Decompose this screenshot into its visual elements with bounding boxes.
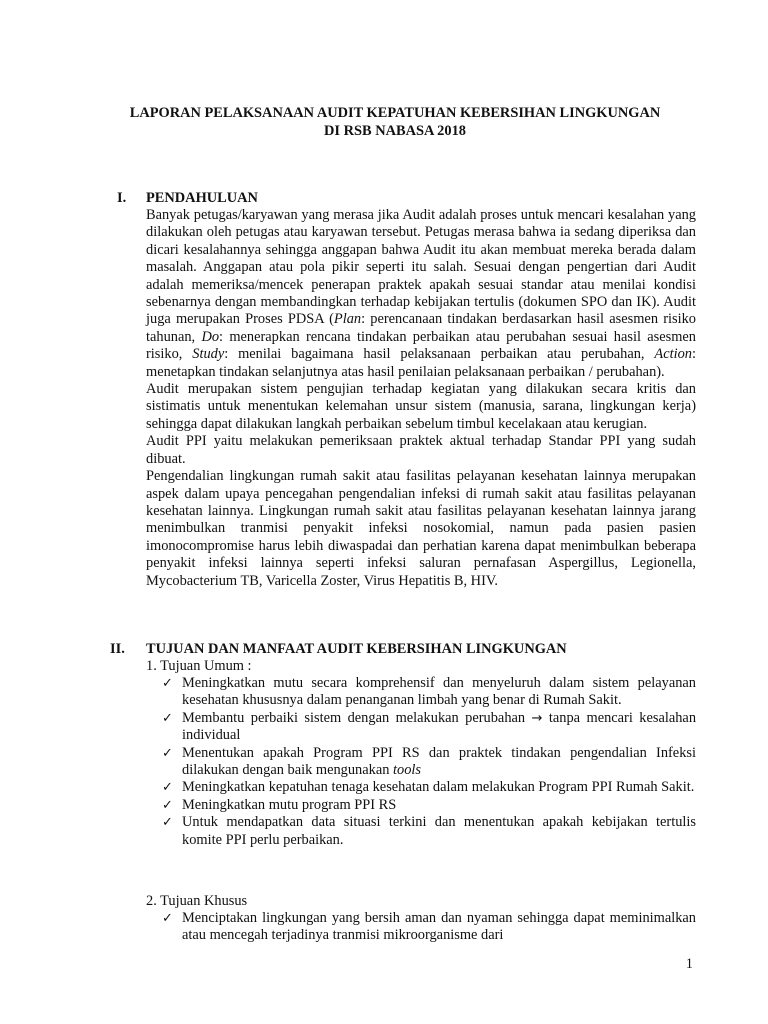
list-item: ✓ Membantu perbaiki sistem dengan melakukan perubahan → tanpa mencari kesalahan individual bbox=[162, 709, 697, 744]
list-item: ✓ Untuk mendapatkan data situasi terkini dan menentukan apakah kebijakan tertulis komite PPI perlu perbaikan. bbox=[162, 814, 696, 848]
checkmark-icon: ✓ bbox=[162, 911, 173, 926]
title-line-1: LAPORAN PELAKSANAAN AUDIT KEPATUHAN KEBERSIHAN LINGKUNGAN bbox=[129, 105, 661, 121]
intro-paragraph-3: Audit PPI yaitu melakukan pemeriksaan praktek aktual terhadap Standar PPI yang sudah dibuat. bbox=[146, 433, 696, 467]
checkmark-icon: ✓ bbox=[162, 710, 173, 726]
intro-paragraph-4: Pengendalian lingkungan rumah sakit atau fasilitas pelayanan kesehatan lainnya merupakan aspek dalam upaya pencegahan pengendalian infeksi di rumah sakit atau fasilitas pelayanan kesehatan lainnya. Lingkungan rumah sakit atau fasilitas pelayanan kesehatan lainnya jarang menimbulkan tranmisi penyakit infeksi nosokomial, namun pada pasien pasien imonocompromise harus lebih diwaspadai dan perhatian karena dapat menimbulkan beberapa penyakit infeksi lainnya seperti infeksi saluran pernafasan Aspergillus, Legionella, Mycobacterium TB, Varicella Zoster, Virus Hepatitis B, HIV. bbox=[146, 468, 696, 589]
section-1-heading: PENDAHULUAN bbox=[146, 190, 258, 206]
intro-paragraph-1: Banyak petugas/karyawan yang merasa jika Audit adalah proses untuk mencari kesalahan yang dilakukan oleh petugas atau karyawan tersebut. Petugas merasa bahwa ia sedang diperiksa dan dicari kesalahannya sehingga anggapan bahwa Audit itu akan membuat mereka berada dalam masalah. Anggapan atau pola pikir seperti itu salah. Sesuai dengan pengertian dari Audit adalah memeriksa/mencek penerapan praktek apakah sesuai standar atau menilai kondisi sebenarnya dengan membandingkan terhadap kebijakan tertulis (dokumen SPO dan IK). Audit juga merupakan Proses PDSA (Plan: perencanaan tindakan berdasarkan hasil asesmen risiko tahunan, Do: menerapkan rencana tindakan perbaikan atau perubahan sesuai hasil asesmen risiko, Study: menilai bagaimana hasil pelaksanaan perbaikan atau perubahan, Action: menetapkan tindakan selanjutnya atas hasil penilaian pelaksanaan perbaikan / perubahan). bbox=[146, 207, 696, 380]
checkmark-icon: ✓ bbox=[162, 797, 173, 813]
list-item: ✓ Menentukan apakah Program PPI RS dan praktek tindakan pengendalian Infeksi dilakukan dengan baik mengunakan tools bbox=[162, 744, 696, 779]
page-number: 1 bbox=[685, 956, 693, 972]
report-title bbox=[80, 104, 710, 140]
list-item: ✓ Meningkatkan mutu program PPI RS bbox=[162, 796, 397, 813]
section-1-body bbox=[146, 207, 696, 590]
specific-goals-list bbox=[162, 910, 696, 945]
checkmark-icon: ✓ bbox=[162, 745, 173, 761]
intro-paragraph-2: Audit merupakan sistem pengujian terhadap kegiatan yang dilakukan secara kritis dan sistimatis untuk menentukan kelemahan unsur sistem (manusia, sarana, lingkungan kerja) sehingga dapat dilakukan langkah perbaikan sebelum timbul kecelakaan atau kerugian. bbox=[146, 381, 696, 432]
list-item: ✓ Meningkatkan mutu secara komprehensif dan menyeluruh dalam sistem pelayanan kesehatan khususnya dalam penanganan limbah yang benar di Rumah Sakit. bbox=[162, 675, 696, 709]
checkmark-icon: ✓ bbox=[162, 815, 173, 831]
section-2-number: II. bbox=[110, 641, 125, 657]
list-item: ✓ Meningkatkan kepatuhan tenaga kesehatan dalam melakukan Program PPI Rumah Sakit. bbox=[162, 779, 695, 796]
arrow-right-icon: → bbox=[531, 710, 543, 726]
title-line-2: DI RSB NABASA 2018 bbox=[324, 123, 466, 139]
general-goals-list bbox=[162, 675, 696, 849]
section-1-number: I. bbox=[117, 190, 127, 206]
list-item: ✓ Menciptakan lingkungan yang bersih aman dan nyaman sehingga dapat meminimalkan atau mencegah terjadinya tranmisi mikroorganisme dari bbox=[162, 910, 696, 944]
checkmark-icon: ✓ bbox=[162, 676, 173, 691]
checkmark-icon: ✓ bbox=[162, 780, 173, 796]
specific-goals-heading: 2. Tujuan Khusus bbox=[146, 893, 248, 909]
general-goals-heading: 1. Tujuan Umum : bbox=[146, 658, 252, 674]
section-2-heading: TUJUAN DAN MANFAAT AUDIT KEBERSIHAN LINGKUNGAN bbox=[146, 641, 567, 657]
